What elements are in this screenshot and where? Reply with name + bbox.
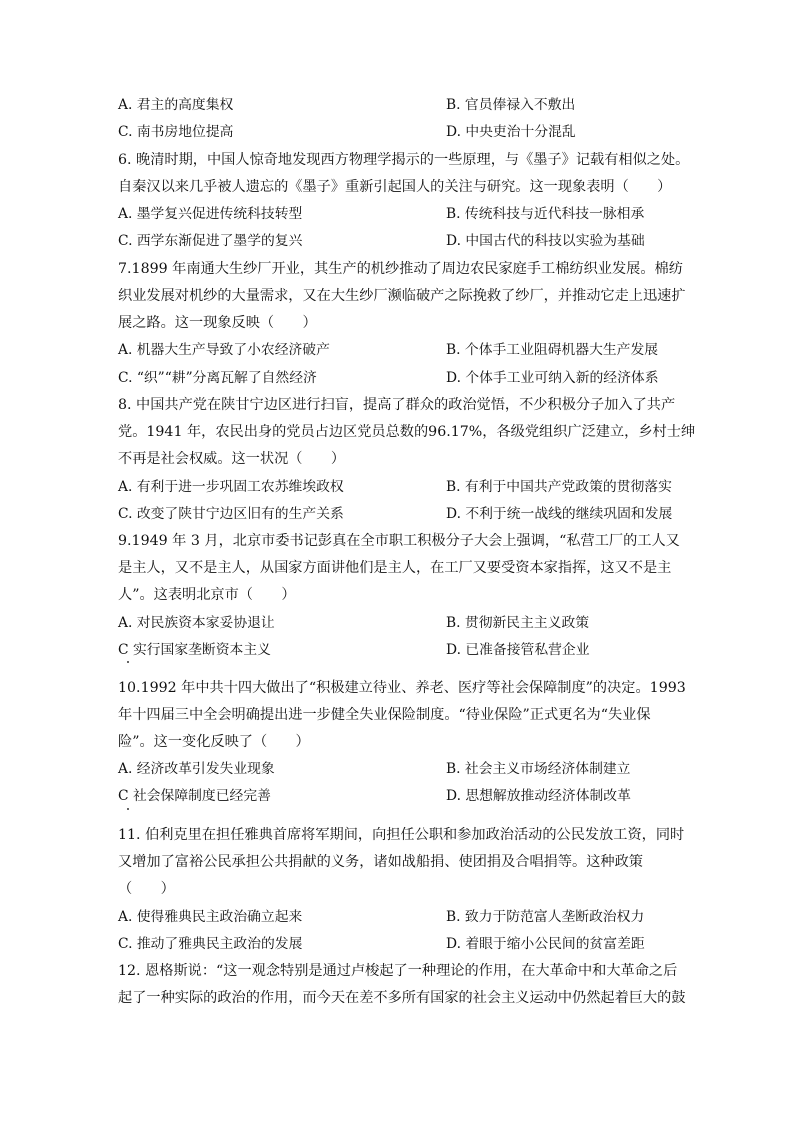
q11-option-a: A. 使得雅典民主政治确立起来 bbox=[118, 909, 303, 925]
q10-stem-line-1: 10.1992 年中共十四大做出了“积极建立待业、养老、医疗等社会保障制度”的决定。1993 bbox=[118, 680, 686, 696]
q9-option-d: D. 已准备接管私营企业 bbox=[446, 642, 590, 658]
q6-option-d: D. 中国古代的科技以实验为基础 bbox=[446, 233, 645, 249]
q11-option-d: D. 着眼于缩小公民间的贫富差距 bbox=[446, 936, 645, 952]
scan-artifact-dot bbox=[127, 661, 129, 663]
q7-stem-line-1: 7.1899 年南通大生纱厂开业，其生产的机纱推动了周边农民家庭手工棉纺织业发展。棉纺 bbox=[118, 261, 683, 277]
q11-stem-line-1: 11. 伯利克里在担任雅典首席将军期间，向担任公职和参加政治活动的公民发放工资，同时 bbox=[118, 827, 685, 843]
q9-stem-line-3: 人”。这表明北京市（ ） bbox=[118, 587, 296, 603]
q8-option-d: D. 不利于统一战线的继续巩固和发展 bbox=[446, 506, 673, 522]
q11-option-b: B. 致力于防范富人垄断政治权力 bbox=[446, 909, 645, 925]
q9-option-a: A. 对民族资本家妥协退让 bbox=[118, 615, 275, 631]
q7-option-c: C. “织”“耕”分离瓦解了自然经济 bbox=[118, 370, 317, 386]
q11-stem-line-3: （ ） bbox=[118, 881, 175, 897]
q6-option-b: B. 传统科技与近代科技一脉相承 bbox=[446, 206, 645, 222]
q6-option-c: C. 西学东渐促进了墨学的复兴 bbox=[118, 233, 303, 249]
q6-option-a: A. 墨学复兴促进传统科技转型 bbox=[118, 206, 303, 222]
q8-option-a: A. 有利于进一步巩固工农苏维埃政权 bbox=[118, 479, 344, 495]
scan-artifact-dot bbox=[127, 808, 129, 810]
q8-option-c: C. 改变了陕甘宁边区旧有的生产关系 bbox=[118, 506, 344, 522]
q11-stem-line-2: 又增加了富裕公民承担公共捐献的义务，诸如战船捐、使团捐及合唱捐等。这种政策 bbox=[118, 854, 643, 870]
q9-stem-line-2: 是主人，又不是主人，从国家方面讲他们是主人，在工厂又要受资本家指挥，这又不是主 bbox=[118, 560, 672, 576]
q10-stem-line-2: 年十四届三中全会明确提出进一步健全失业保险制度。“待业保险”正式更名为“失业保 bbox=[118, 707, 651, 723]
q5-option-b: B. 官员俸禄入不敷出 bbox=[446, 97, 576, 113]
q5-option-c: C. 南书房地位提高 bbox=[118, 124, 234, 140]
q7-stem-line-3: 展之路。这一现象反映（ ） bbox=[118, 315, 317, 331]
q7-stem-line-2: 织业发展对机纱的大量需求，又在大生纱厂濒临破产之际挽救了纱厂，并推动它走上迅速扩 bbox=[118, 288, 686, 304]
q8-stem-line-1: 8. 中国共产党在陕甘宁边区进行扫盲，提高了群众的政治觉悟，不少积极分子加入了共产 bbox=[118, 397, 676, 413]
q8-stem-line-2: 党。1941 年，农民出身的党员占边区党员总数的96.17%，各级党组织广泛建立，乡村士绅 bbox=[118, 424, 696, 440]
q7-option-d: D. 个体手工业可纳入新的经济体系 bbox=[446, 370, 659, 386]
q9-stem-line-1: 9.1949 年 3 月，北京市委书记彭真在全市职工积极分子大会上强调，“私营工厂的工人又 bbox=[118, 533, 680, 549]
q10-option-b: B. 社会主义市场经济体制建立 bbox=[446, 761, 631, 777]
q7-option-a: A. 机器大生产导致了小农经济破产 bbox=[118, 342, 330, 358]
q8-option-b: B. 有利于中国共产党政策的贯彻落实 bbox=[446, 479, 672, 495]
q6-stem-line-2: 自秦汉以来几乎被人遗忘的《墨子》重新引起国人的关注与研究。这一现象表明（ ） bbox=[118, 179, 672, 195]
q10-stem-line-3: 险”。这一变化反映了（ ） bbox=[118, 734, 310, 750]
q10-option-c: C 社会保障制度已经完善 bbox=[118, 788, 271, 804]
q8-stem-line-3: 不再是社会权威。这一状况（ ） bbox=[118, 451, 346, 467]
q5-option-a: A. 君主的高度集权 bbox=[118, 97, 234, 113]
q5-option-d: D. 中央吏治十分混乱 bbox=[446, 124, 576, 140]
q9-option-c: C 实行国家垄断资本主义 bbox=[118, 642, 271, 658]
q6-stem-line-1: 6. 晚清时期，中国人惊奇地发现西方物理学揭示的一些原理，与《墨子》记载有相似之处。 bbox=[118, 152, 690, 168]
q11-option-c: C. 推动了雅典民主政治的发展 bbox=[118, 936, 303, 952]
q9-option-b: B. 贯彻新民主主义政策 bbox=[446, 615, 590, 631]
q10-option-a: A. 经济改革引发失业现象 bbox=[118, 761, 275, 777]
q7-option-b: B. 个体手工业阻碍机器大生产发展 bbox=[446, 342, 659, 358]
q10-option-d: D. 思想解放推动经济体制改革 bbox=[446, 788, 631, 804]
q12-stem-line-2: 起了一种实际的政治的作用，而今天在差不多所有国家的社会主义运动中仍然起着巨大的鼓 bbox=[118, 990, 686, 1006]
q12-stem-line-1: 12. 恩格斯说：“这一观念特别是通过卢梭起了一种理论的作用，在大革命中和大革命之后 bbox=[118, 963, 678, 979]
